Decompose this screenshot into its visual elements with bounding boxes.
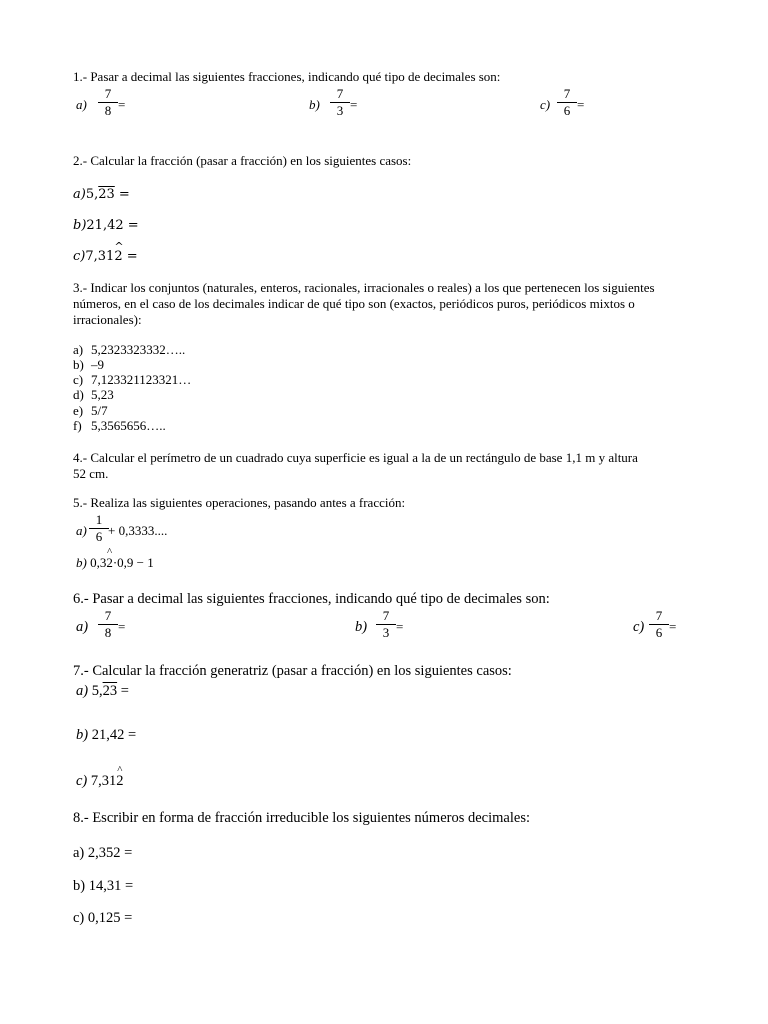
item-label: b) — [73, 357, 84, 372]
numerator: 7 — [655, 608, 663, 623]
item-label: e) — [73, 403, 84, 418]
operation: ·0,9 − 1 — [112, 555, 154, 570]
numerator: 7 — [336, 86, 344, 101]
q3-item — [73, 342, 185, 358]
q6-a-fraction — [98, 609, 118, 640]
q1-a-label: a) — [76, 97, 87, 112]
item-label: f) — [73, 418, 82, 433]
item-label: a) — [73, 342, 84, 357]
q1-a-equals: = — [118, 97, 126, 112]
q6-b-fraction — [376, 609, 396, 640]
q8-title: 8.- Escribir en forma de fracción irreducible los siguientes números decimales: — [73, 810, 530, 826]
numerator: 7 — [382, 608, 390, 623]
q1-b-equals: = — [350, 97, 358, 112]
q3-title-line3: irracionales): — [73, 312, 142, 327]
q3-item — [73, 403, 108, 419]
numerator: 7 — [563, 86, 571, 101]
item-label: a) — [73, 187, 86, 202]
equals: = — [114, 187, 130, 202]
item-label: c) — [73, 372, 84, 387]
decimal-value: 21,42 = — [86, 218, 139, 233]
q1-a-fraction — [98, 87, 118, 118]
denominator: 8 — [104, 625, 112, 640]
q3-item — [73, 372, 191, 388]
q8-item — [73, 845, 132, 862]
denominator: 6 — [655, 625, 663, 640]
period-digit: 2 ^ — [106, 555, 113, 571]
item-value: 5,2323323332….. — [91, 342, 186, 357]
integer-part: 7,31 — [85, 249, 115, 264]
q6-a-label: a) — [76, 619, 89, 635]
q2-title: 2.- Calcular la fracción (pasar a fracción) en los siguientes casos: — [73, 153, 412, 168]
q7-a — [76, 683, 129, 700]
item-label: d) — [73, 387, 84, 402]
equals: = — [117, 683, 129, 699]
q6-b-equals: = — [396, 619, 404, 634]
q4-text-line1: 4.- Calcular el perímetro de un cuadrado cuya superficie es igual a la de un rectángulo de base 1,1 m y altura — [73, 450, 638, 465]
item-label: b) — [73, 218, 87, 233]
q3-title-line1: 3.- Indicar los conjuntos (naturales, enteros, racionales, irracionales o reales) a los que pertenecen los siguientes — [73, 280, 655, 295]
q3-item — [73, 387, 114, 403]
period-digit: 2 ^ — [116, 773, 123, 790]
item-label: c) — [76, 773, 88, 789]
q4-text-line2: 52 cm. — [73, 466, 109, 481]
denominator: 3 — [382, 625, 390, 640]
integer-part: 5, — [85, 187, 99, 202]
q6-c-fraction — [649, 609, 669, 640]
q3-title-line2: números, en el caso de los decimales indicar de qué tipo son (exactos, periódicos puros, periódicos mixtos o — [73, 296, 635, 311]
item-label: b) — [73, 878, 86, 894]
decimal-part: 0,3 — [90, 555, 107, 570]
item-label: c) — [73, 249, 86, 264]
q7-c — [76, 773, 124, 790]
q5-a-operation: + 0,3333.... — [108, 523, 168, 538]
equals: = — [122, 249, 138, 264]
q5-b — [76, 555, 154, 571]
item-value: 5,3565656….. — [91, 418, 166, 433]
q1-c-equals: = — [577, 97, 585, 112]
item-value: 0,125 = — [87, 910, 133, 926]
item-value: 2,352 = — [87, 845, 133, 861]
q6-title: 6.- Pasar a decimal las siguientes fracciones, indicando qué tipo de decimales son: — [73, 591, 550, 607]
q7-title: 7.- Calcular la fracción generatriz (pasar a fracción) en los siguientes casos: — [73, 663, 512, 679]
period-digits: 23 — [98, 187, 115, 202]
q8-item — [73, 878, 133, 895]
q6-c-equals: = — [669, 619, 677, 634]
integer-part: 7,31 — [90, 773, 117, 789]
item-label: b) — [76, 727, 89, 743]
q3-item — [73, 418, 166, 434]
denominator: 6 — [563, 103, 571, 118]
q5-title: 5.- Realiza las siguientes operaciones, pasando antes a fracción: — [73, 495, 406, 510]
item-value: 5/7 — [91, 403, 108, 418]
denominator: 3 — [336, 103, 344, 118]
q5-a-fraction — [89, 513, 109, 544]
item-value: –9 — [91, 357, 104, 372]
q7-b — [76, 727, 136, 744]
q6-c-label: c) — [633, 619, 645, 635]
denominator: 8 — [104, 103, 112, 118]
item-label: a) — [76, 683, 89, 699]
decimal-value: 21,42 = — [91, 727, 137, 743]
item-label: b) — [76, 555, 87, 570]
q2-a — [73, 187, 130, 202]
item-label: a) — [73, 845, 85, 861]
numerator: 7 — [104, 608, 112, 623]
q5-a-label: a) — [76, 523, 87, 538]
denominator: 6 — [95, 529, 103, 544]
q8-item — [73, 910, 132, 927]
q2-c — [73, 249, 138, 264]
q3-item — [73, 357, 104, 373]
integer-part: 5, — [91, 683, 103, 699]
q1-b-fraction — [330, 87, 350, 118]
q6-a-equals: = — [118, 619, 126, 634]
q1-title: 1.- Pasar a decimal las siguientes fracciones, indicando qué tipo de decimales son: — [73, 69, 501, 84]
item-label: c) — [73, 910, 85, 926]
item-value: 7,123321123321… — [91, 372, 192, 387]
q2-b — [73, 218, 139, 233]
numerator: 7 — [104, 86, 112, 101]
q1-c-label: c) — [540, 97, 551, 112]
q1-c-fraction — [557, 87, 577, 118]
period-digit: 2 ^ — [114, 249, 122, 264]
q6-b-label: b) — [355, 619, 368, 635]
numerator: 1 — [95, 512, 103, 527]
period-digits: 23 — [102, 683, 118, 699]
item-value: 5,23 — [91, 387, 114, 402]
q1-b-label: b) — [309, 97, 320, 112]
item-value: 14,31 = — [88, 878, 134, 894]
